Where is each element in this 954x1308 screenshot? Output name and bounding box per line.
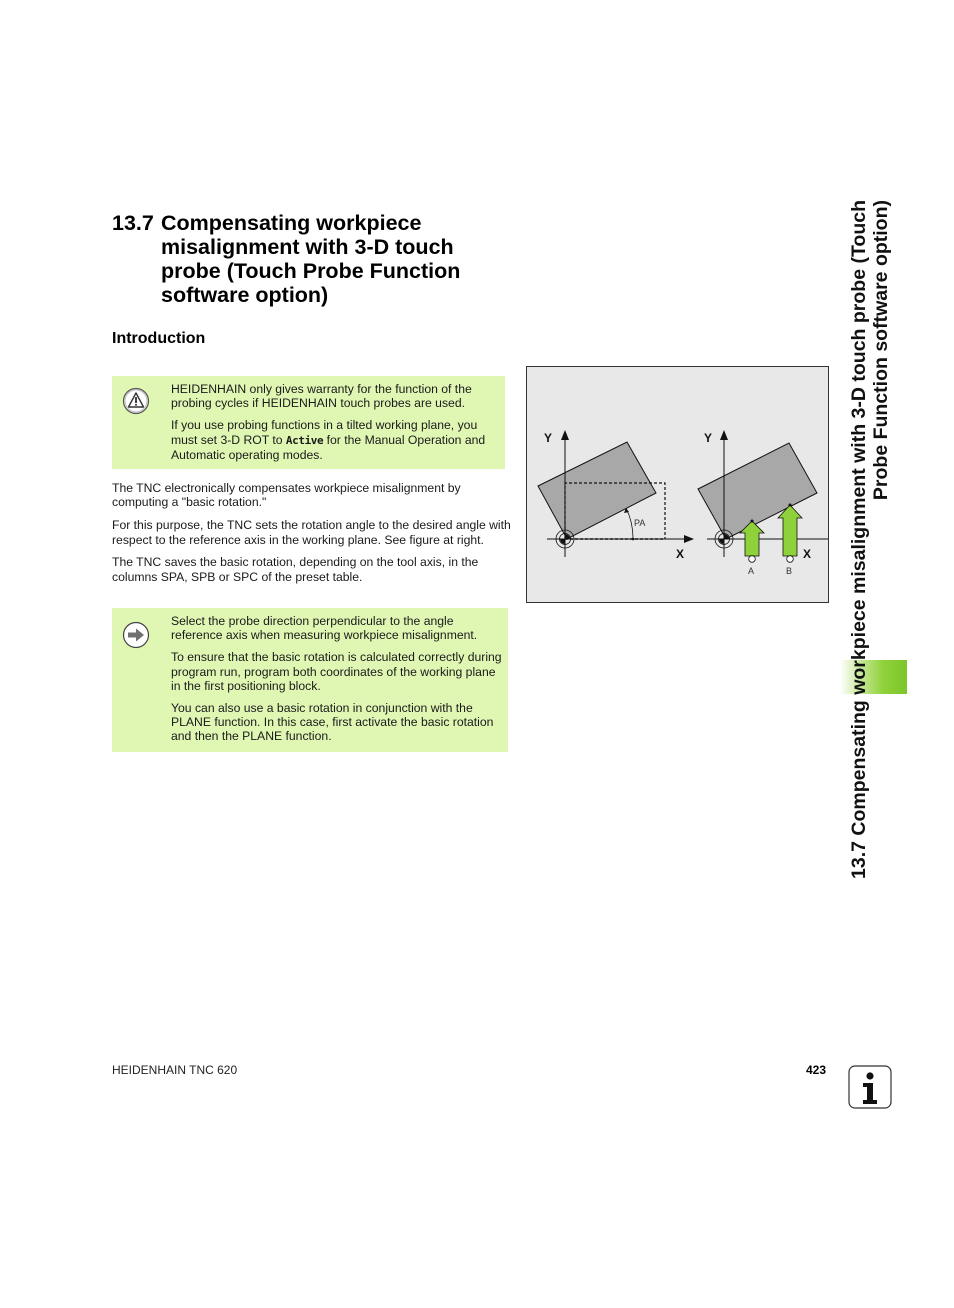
body-paragraph: The TNC electronically compensates workpiece misalignment by computing a "basic rotation." — [112, 481, 461, 510]
section-title: Compensating workpiece misalignment with 3-D touch probe (Touch Probe Function software option) — [161, 211, 461, 307]
sidebar-title-line1: 13.7 Compensating workpiece misalignment with 3-D touch probe (Touch — [848, 200, 870, 879]
y-axis-label: Y — [544, 431, 553, 445]
tip-note — [112, 608, 508, 752]
left-diagram — [538, 431, 693, 561]
point-b-label: B — [786, 566, 793, 576]
section-heading — [112, 211, 512, 307]
text-fragment: If you use probing functions in a tilted working plane, you must set 3-D ROT to — [171, 418, 478, 447]
text-fragment: for the Manual Operation and Automatic operating modes. — [171, 432, 486, 462]
tip-paragraph: Select the probe direction perpendicular to the angle reference axis when measuring workpiece misalignment. — [171, 614, 478, 643]
body-paragraph: For this purpose, the TNC sets the rotation angle to the desired angle with respect to the reference axis in the working plane. See figure at right. — [112, 518, 511, 547]
y-axis-label: Y — [704, 431, 713, 445]
rotation-diagram — [527, 367, 828, 602]
subsection-title: Introduction — [112, 330, 206, 347]
tip-paragraph: You can also use a basic rotation in conjunction with the PLANE function. In this case, first activate the basic rotation and then the PLANE function. — [171, 701, 494, 744]
sidebar-title-line2: Probe Function software option) — [870, 200, 892, 501]
x-axis-label: X — [676, 547, 685, 561]
page-number: 423 — [806, 1063, 827, 1077]
right-diagram — [698, 431, 828, 576]
tip-paragraph: To ensure that the basic rotation is calculated correctly during program run, program both coordinates of the working plane in the first positioning block. — [171, 650, 502, 693]
warning-paragraph-tilted — [171, 418, 499, 462]
warning-triangle-icon — [122, 387, 150, 415]
info-icon — [848, 1065, 892, 1109]
point-a-label: A — [748, 566, 755, 576]
section-number: 13.7 — [112, 211, 154, 235]
x-axis-label: X — [803, 547, 812, 561]
code-active: Active — [285, 433, 324, 447]
footer-manual-title: HEIDENHAIN TNC 620 — [112, 1063, 238, 1077]
body-paragraph: The TNC saves the basic rotation, depending on the tool axis, in the columns SPA, SPB or SPC of the preset table. — [112, 555, 479, 584]
sidebar-section-title — [836, 200, 916, 1030]
body-text — [112, 481, 512, 593]
warning-note — [112, 376, 505, 469]
angle-label: PA — [634, 518, 646, 528]
basic-rotation-figure — [526, 366, 829, 603]
arrow-right-icon — [122, 621, 150, 649]
warning-paragraph: HEIDENHAIN only gives warranty for the function of the probing cycles if HEIDENHAIN touch probes are used. — [171, 382, 472, 411]
